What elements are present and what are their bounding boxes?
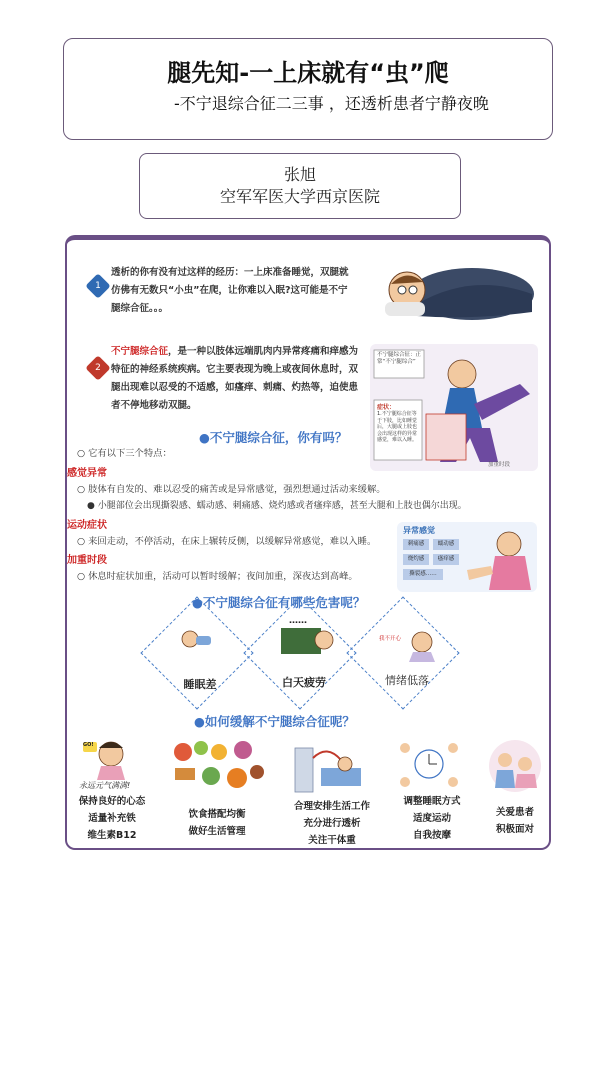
illus-card-body: 1.不宁腿综合征等于下肢，比如睡觉后，大腿或上肢也会出现这样的异常感觉，难以入睡。	[377, 411, 418, 443]
number-badge-1: 1	[85, 273, 110, 298]
sad-tag: 我不开心	[379, 636, 402, 642]
illus-card-label: 症状：	[377, 404, 396, 411]
tip-caption-2: 饮食搭配均衡 做好生活管理	[188, 809, 246, 837]
author-name: 张旭	[283, 165, 316, 184]
tired-icon	[279, 624, 339, 660]
diet-icon	[167, 738, 267, 796]
abnormal-sensation-illustration	[397, 522, 537, 592]
sensation-tag: 烧灼感	[403, 554, 429, 565]
go-badge: GO!	[83, 742, 94, 748]
sleep-icon	[179, 625, 213, 655]
page-subtitle: -不宁退综合征二三事 ，还透析患者宁静夜晚	[174, 94, 489, 113]
feature-line: ○ 肢体有自发的、难以忍受的痛苦或是异常感觉，强烈想通过活动来缓解。	[77, 484, 386, 495]
feature-label-timing: 加重时段	[67, 555, 107, 566]
intro-text-2: 不宁腿综合征，是一种以肢体远端肌肉内异常疼痛和痒感为特征的神经系统疾病。它主要表现为晚上或夜间休息时，双腿出现难以忍受的不适感，如瘙痒、刺痛、灼热等，迫使患者不停地移动双腿。	[111, 346, 359, 411]
sensation-tag: 撕裂感……	[403, 569, 443, 580]
sleeping-man-illustration	[377, 254, 537, 326]
abnormal-title: 异常感觉	[403, 526, 435, 535]
sleep-exercise-icon	[397, 738, 461, 790]
motto-sign: 永远元气满满!	[79, 781, 131, 790]
tired-tag: ……	[289, 616, 307, 626]
page-title: 腿先知-一上床就有“虫”爬	[167, 59, 449, 87]
poster-panel	[65, 235, 551, 850]
illus-card-tag: 加重时段	[488, 462, 511, 468]
tip-caption-1: 保持良好的心态 适量补充铁 维生素B12	[78, 796, 146, 841]
features-lead: ○ 它有以下三个特点：	[77, 448, 172, 459]
tip-caption-3: 合理安排生活工作 充分进行透析 关注干体重	[293, 801, 370, 846]
restless-leg-illustration	[370, 344, 538, 471]
care-icon	[483, 738, 547, 794]
harm-label: 白天疲劳	[282, 676, 326, 689]
section-heading-relief: ●如何缓解不宁腿综合征呢？	[194, 714, 355, 729]
sad-icon	[405, 628, 439, 662]
dialysis-icon	[291, 738, 365, 796]
tip-caption-4: 调整睡眠方式 适度运动 自我按摩	[403, 796, 461, 841]
feature-line: ● 小腿部位会出现撕裂感、蠕动感、刺痛感、烧灼感或者瘙痒感，甚至大腿和上肢也偶尔出现。	[87, 501, 467, 511]
sensation-tag: 瘙痒感	[433, 554, 459, 565]
tip-caption-5: 关爱患者 积极面对	[495, 807, 534, 835]
feature-label-sensory: 感觉异常	[67, 468, 107, 479]
highlight-term: 不宁腿综合征	[111, 346, 169, 357]
intro-text-1: 透析的你有没有过这样的经历：一上床准备睡觉，双腿就仿佛有无数只“小虫”在爬，让你难以入眠?这可能是不宁腿综合征。。。	[111, 267, 349, 314]
harm-diamond	[346, 596, 459, 709]
feature-label-motor: 运动症状	[67, 520, 107, 531]
number-badge-2: 2	[85, 355, 110, 380]
feature-line: ○ 来回走动，不停活动，在床上辗转反侧，以缓解异常感觉，难以入睡。	[77, 536, 377, 547]
section-heading-harms: ●不宁腿综合征有哪些危害呢？	[192, 595, 366, 610]
author-affiliation: 空军军医大学西京医院	[219, 187, 380, 206]
sensation-tag: 蠕动感	[433, 539, 459, 550]
feature-line: ○ 休息时症状加重，活动可以暂时缓解；夜间加重，深夜达到高峰。	[77, 571, 358, 582]
sensation-tag: 刺痛感	[403, 539, 429, 550]
section-heading-symptoms: ●不宁腿综合征，你有吗？	[199, 430, 348, 445]
harm-label: 情绪低落	[385, 674, 429, 687]
title-box	[63, 38, 553, 140]
harm-label: 睡眠差	[183, 678, 217, 691]
author-box	[139, 153, 461, 219]
illus-card-title: 不宁腿综合征：正常“不宁腿综合”	[377, 352, 422, 365]
